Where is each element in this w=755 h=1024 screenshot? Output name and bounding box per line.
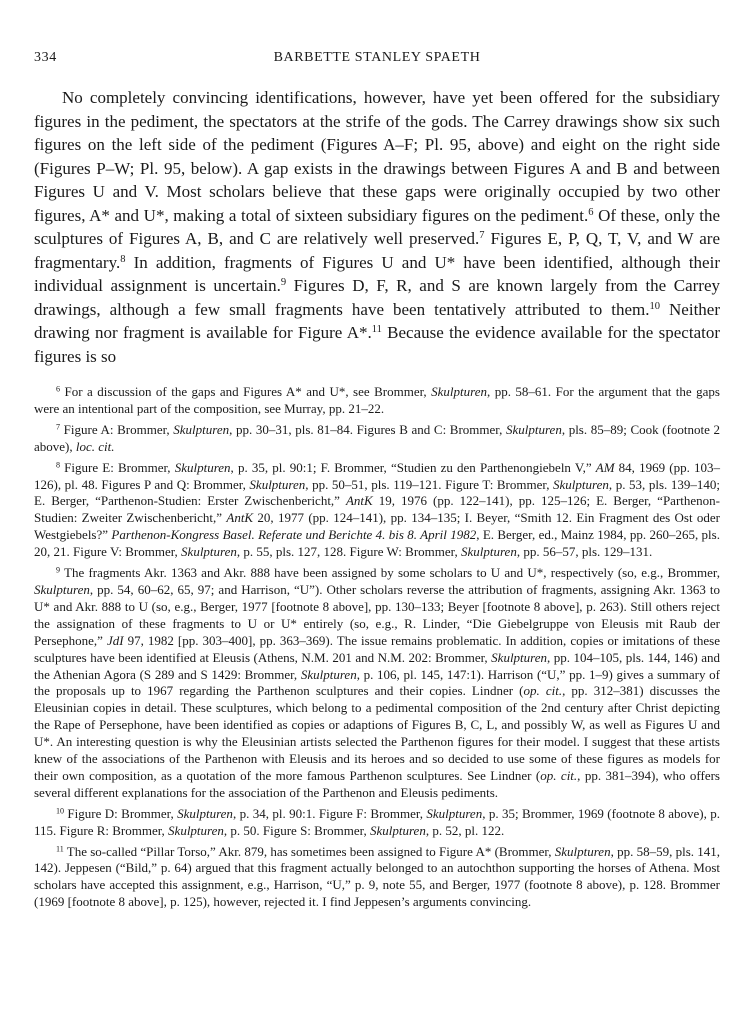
footnote-marker: 9 (280, 277, 287, 289)
italic-text: Skulpturen (173, 421, 230, 437)
italic-text: JdI (106, 632, 124, 648)
footnote-marker: 10 (649, 300, 661, 312)
footnote-marker: 11 (371, 324, 382, 336)
footnote-marker: 7 (56, 422, 61, 432)
footnote-marker: 11 (56, 844, 64, 854)
footnote-marker: 6 (56, 384, 61, 394)
italic-text: Skulpturen (491, 649, 548, 665)
footnote-10: $^{10}$ Figure D: Brommer, Skulpturen, p. 34, pl. 90:1. Figure F: Brommer, Skulpturen, p. 35; Brommer, 1969 (footnote 8 above), p. 115. Figure R: Brommer, Skulpturen, p. 50. Figure S: Brommer, Skulpturen, p. 52, pl. 122. (34, 805, 720, 838)
running-head: BARBETTE STANLEY SPAETH (273, 50, 481, 65)
footnotes (34, 384, 720, 911)
footnote-marker: 8 (120, 253, 126, 265)
italic-text: op. cit. (540, 767, 578, 783)
footnote-marker: 10 (56, 806, 65, 816)
footnote-6: $^6$ For a discussion of the gaps and Figures A* and U*, see Brommer, Skulpturen, pp. 58–61. For the argument that the gaps were an intentional part of the composition, see Murray, pp. 21–22. (34, 384, 720, 416)
italic-text: Skulpturen (300, 666, 357, 682)
italic-text: Skulpturen (369, 822, 426, 838)
footnote-8: $^8$ Figure E: Brommer, Skulpturen, p. 35, pl. 90:1; F. Brommer, “Studien zu den Parthenongiebeln V,” AM 84, 1969 (pp. 103–126), pl. 48. Figures P and Q: Brommer, Skulpturen, pp. 50–51, pls. 119–121. Figure T: Brommer, Skulpturen, p. 53, pls. 139–140; E. Berger, “Parthenon-Studien: Erster Zwischenbericht,” AntK 19, 1976 (pp. 122–141), pp. 125–126; E. Berger, “Parthenon-Studien: Zweiter Zwischenbericht,” AntK 20, 1977 (pp. 124–141), pp. 134–135; I. Beyer, “Smith 12. Ein Fragment des Ost oder Westgiebels?” Parthenon-Kongress Basel. Referate und Berichte 4. bis 8. April 1982, E. Berger, ed., Mainz 1984, pp. 260–265, pls. 20, 21. Figure V: Brommer, Skulpturen, p. 55, pls. 127, 128. Figure W: Brommer, Skulpturen, pp. 56–57, pls. 129–131. (34, 459, 720, 560)
italic-text: Skulpturen (431, 384, 487, 399)
page-number: 334 (34, 50, 57, 65)
footnote-marker: 9 (56, 565, 61, 575)
footnote-marker: 6 (588, 206, 594, 218)
italic-text: Skulpturen (249, 476, 306, 492)
italic-text: Skulpturen (168, 822, 224, 838)
italic-text: loc. cit. (75, 438, 115, 454)
italic-text: AM (595, 459, 615, 475)
italic-text: Skulpturen (553, 476, 609, 492)
footnote-marker: 7 (479, 230, 485, 242)
italic-text: AntK (345, 493, 373, 509)
italic-text: op. cit. (523, 683, 563, 699)
footnote-marker: 8 (56, 460, 61, 470)
italic-text: Skulpturen (426, 805, 483, 821)
page (34, 50, 720, 915)
italic-text: Parthenon-Kongress Basel. Referate und Berichte 4. bis 8. April 1982 (111, 527, 477, 543)
footnote-11: $^{11}$ The so-called “Pillar Torso,” Akr. 879, has sometimes been assigned to Figure A* (Brommer, Skulpturen, pp. 58–59, pls. 141, 142). Jeppesen (“Bild,” p. 64) argued that this fragment actually belonged to an autochthon supporting the horses of Athena. Most scholars have accepted this assignment, e.g., Harrison, “U,” p. 9, note 55, and Berger, 1977 (footnote 8 above), p. 128. Brommer (1969 [footnote 8 above], p. 125), however, rejected it. I find Jeppesen’s arguments convincing. (34, 843, 721, 910)
footnote-9: $^9$ The fragments Akr. 1363 and Akr. 888 have been assigned by some scholars to U and U*, respectively (so, e.g., Brommer, Skulpturen, pp. 54, 60–62, 65, 97; and Harrison, “U”). Other scholars reverse the attribution of fragments, assigning Akr. 1363 to U* and Akr. 888 to U (so, e.g., Berger, 1977 [footnote 8 above], pp. 130–133; Beyer [footnote 8 above], p. 263). Still others reject the assignation of these fragments to U or U* entirely (so, e.g., R. Linder, “Die Giebelgruppe von Eleusis mit Raub der Persephone,” JdI 97, 1982 [pp. 303–400], pp. 363–369). The issue remains problematic. In addition, copies or imitations of these sculptures have been identified at Eleusis (Athens, N.M. 201 and N.M. 202: Brommer, Skulpturen, pp. 104–105, pls. 144, 146) and the Athenian Agora (S 289 and S 1429: Brommer, Skulpturen, p. 106, pl. 145, 147:1). Harrison (“U,” pp. 1–9) gives a summary of the proposals up to 1967 regarding the Parthenon sculptures and their copies. Lindner (op. cit., pp. 312–381) discusses the Eleusinian copies in detail. These sculptures, which belong to a pedimental composition of the 2nd century after Christ depicting the Rape of Persephone, have been identified as copies or adaptions of Figures B, C, L, and possibly W, as well as Figures U and U*. An interesting question is why the Eleusinian artists selected the Parthenon figures for their model. I suggest that these artists knew of the associations of the Parthenon with Eleusis and its heroes and so decided to use some of these figures as models for their own composition, as a quotation of the more famous Parthenon sculptures. See Lindner (op. cit., pp. 381–394), who offers several different explanations for the association of the Parthenon and Eleusis pediments. (34, 565, 721, 800)
running-header (34, 50, 720, 72)
italic-text: Skulpturen (174, 459, 231, 475)
italic-text: Skulpturen (554, 843, 611, 859)
body-paragraph: No completely convincing identifications, however, have yet been offered for the subsidiary figures in the pediment, the spectators at the strife of the gods. The Carrey drawings show six such figures on the left side of the pediment (Figures A–F; Pl. 95, above) and eight on the right side (Figures P–W; Pl. 95, below). A gap exists in the drawings between Figures A and B and between Figures U and V. Most scholars believe that these gaps were originally occupied by two other figures, A* and U*, making a total of sixteen subsidiary figures on the pediment.$^6$ Of these, only the sculptures of Figures A, B, and C are relatively well preserved.$^7$ Figures E, P, Q, T, V, and W are fragmentary.$^8$ In addition, fragments of Figures U and U* have been identified, although their individual assignment is uncertain.$^9$ Figures D, F, R, and S are known largely from the Carrey drawings, although a few small fragments have been tentatively attributed to them.$^{10}$ Neither drawing nor fragment is available for Figure A*.$^{11}$ Because the evidence available for the spectator figures is so (34, 88, 721, 366)
footnote-7: $^7$ Figure A: Brommer, Skulpturen, pp. 30–31, pls. 81–84. Figures B and C: Brommer, Skulpturen, pls. 85–89; Cook (footnote 2 above), loc. cit. (34, 421, 721, 454)
italic-text: Skulpturen (34, 581, 90, 597)
italic-text: AntK (226, 510, 254, 526)
italic-text: Skulpturen (177, 805, 233, 821)
italic-text: Skulpturen (460, 544, 517, 560)
body-text (34, 86, 720, 368)
italic-text: Skulpturen (505, 421, 562, 437)
italic-text: Skulpturen (181, 544, 237, 560)
